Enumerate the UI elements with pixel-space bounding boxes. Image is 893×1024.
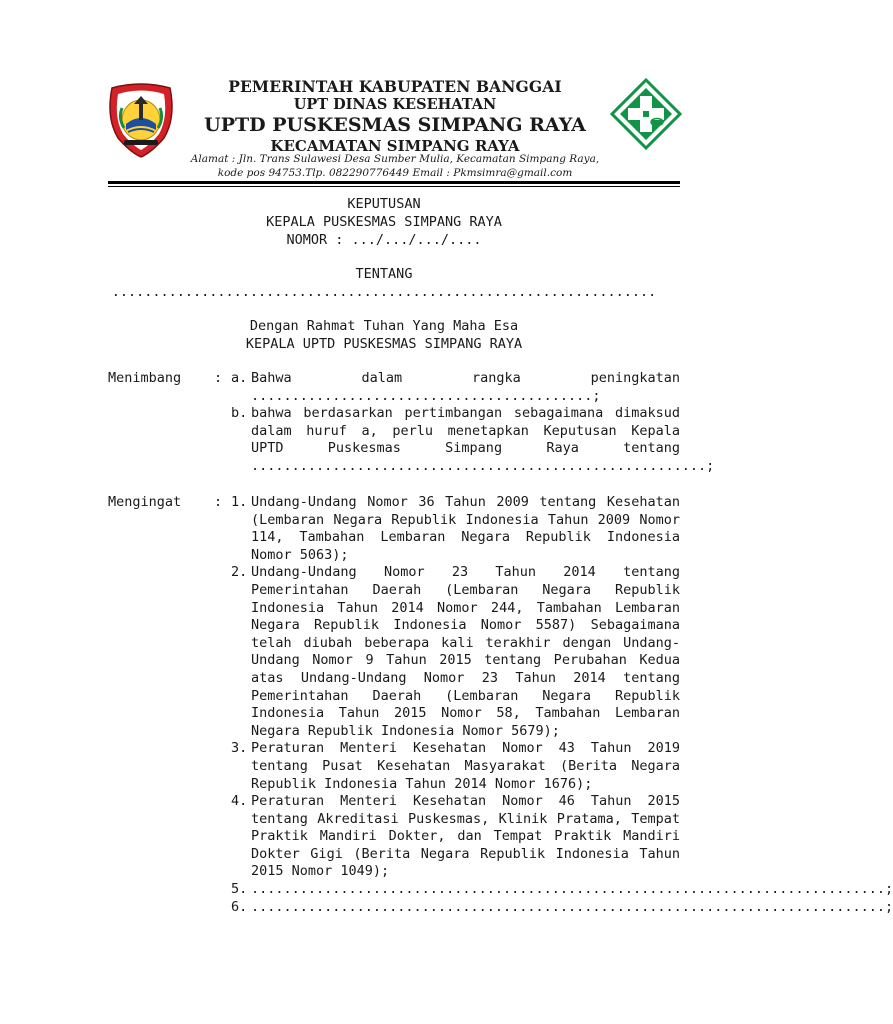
item-text: Undang-Undang Nomor 23 Tahun 2014 tentang Pemerintahan Daerah (Lembaran Negara Republik Indonesia Tahun 2014 Nomor 244, Tambahan Lembaran Negara Republik Indonesia Nomor 5587) Sebagaimana telah diubah beberapa kali terakhir dengan Undang-Undang Nomor 9 Tahun 2015 tentang Perubahan Kedua atas Undang-Undang Nomor 23 Tahun 2014 tentang Pemerintahan Daerah (Lembaran Negara Republik Indonesia Tahun 2015 Nomor 58, Tambahan Lembaran Negara Republik Indonesia Nomor 5679); [251,564,680,739]
item-text: Peraturan Menteri Kesehatan Nomor 46 Tahun 2015 tentang Akreditasi Puskesmas, Klinik Pratama, Tempat Praktik Mandiri Dokter, dan Tempat Praktik Mandiri Dokter Gigi (Berita Negara Republik Indonesia Tahun 2015 Nomor 1049); [251,793,680,880]
considering-section [108,370,715,476]
subject-placeholder: ................................................................... [111,284,657,300]
preamble [0,317,768,353]
considering-label: Menimbang [108,370,182,386]
item-text: Undang-Undang Nomor 36 Tahun 2009 tentang Kesehatan (Lembaran Negara Republik Indonesia Tahun 2009 Nomor 114, Tambahan Lembaran Negara Republik Indonesia Nomor 5063); [251,494,680,563]
item-number: b. [231,405,248,422]
contact-line: kode pos 94753.Tlp. 082290776449 Email : Pkmsimra@gmail.com [217,167,573,179]
institution-header [180,77,610,156]
item-number: 3. [231,740,248,757]
decree-title: KEPUTUSAN [347,196,421,212]
address-line: Alamat : Jln. Trans Sulawesi Desa Sumber Mulia, Kecamatan Simpang Raya, [190,153,600,165]
item-number: 4. [231,793,248,810]
list-item [108,405,715,475]
decree-issuer: KEPALA PUSKESMAS SIMPANG RAYA [266,214,502,230]
letterhead [0,0,768,195]
item-number: 1. [231,494,248,510]
decree-number: NOMOR : .../.../.../.... [286,232,482,248]
header-rule-thin [108,186,680,187]
item-number: 5. [231,881,248,898]
header-rule-thick [108,181,680,184]
item-number: 2. [231,564,248,581]
list-item [108,881,893,899]
list-item [108,898,893,917]
address-block [180,152,610,180]
government-name: PEMERINTAH KABUPATEN BANGGAI [228,77,562,96]
decree-heading [0,195,768,249]
legal-basis-section [108,494,893,916]
item-number: a. [231,370,248,386]
district-name: KECAMATAN SIMPANG RAYA [270,137,520,155]
item-text: Bahwa dalam rangka peningkatan ..........................................; [251,370,680,404]
list-item [108,494,680,564]
item-text: Peraturan Menteri Kesehatan Nomor 43 Tahun 2019 tentang Pusat Kesehatan Masyarakat (Berita Negara Republik Indonesia Tahun 2014 Nomor 1676); [251,740,680,792]
preamble-blessing: Dengan Rahmat Tuhan Yang Maha Esa [249,318,519,334]
subject-heading [0,265,768,301]
preamble-issuer: KEPALA UPTD PUSKESMAS SIMPANG RAYA [245,336,523,352]
list-item [108,564,680,740]
legal-basis-colon: : [214,494,223,510]
item-text: ..............................................................................; [251,881,893,898]
puskesmas-name: UPTD PUSKESMAS SIMPANG RAYA [204,114,586,136]
legal-basis-label: Mengingat [108,494,182,510]
list-item [108,370,680,405]
list-item [108,740,680,793]
subject-label: TENTANG [355,266,413,282]
department-name: UPT DINAS KESEHATAN [293,96,497,113]
considering-colon: : [214,370,223,386]
item-text: bahwa berdasarkan pertimbangan sebagaimana dimaksud dalam huruf a, perlu menetapkan Keputusan Kepala UPTD Puskesmas Simpang Raya tentang ........................................................; [251,405,715,474]
item-number: 6. [231,898,248,915]
puskesmas-cross-icon [610,78,682,150]
list-item [108,793,680,881]
banggai-regency-crest-icon [104,82,178,158]
item-text: ..............................................................................; [251,898,893,915]
